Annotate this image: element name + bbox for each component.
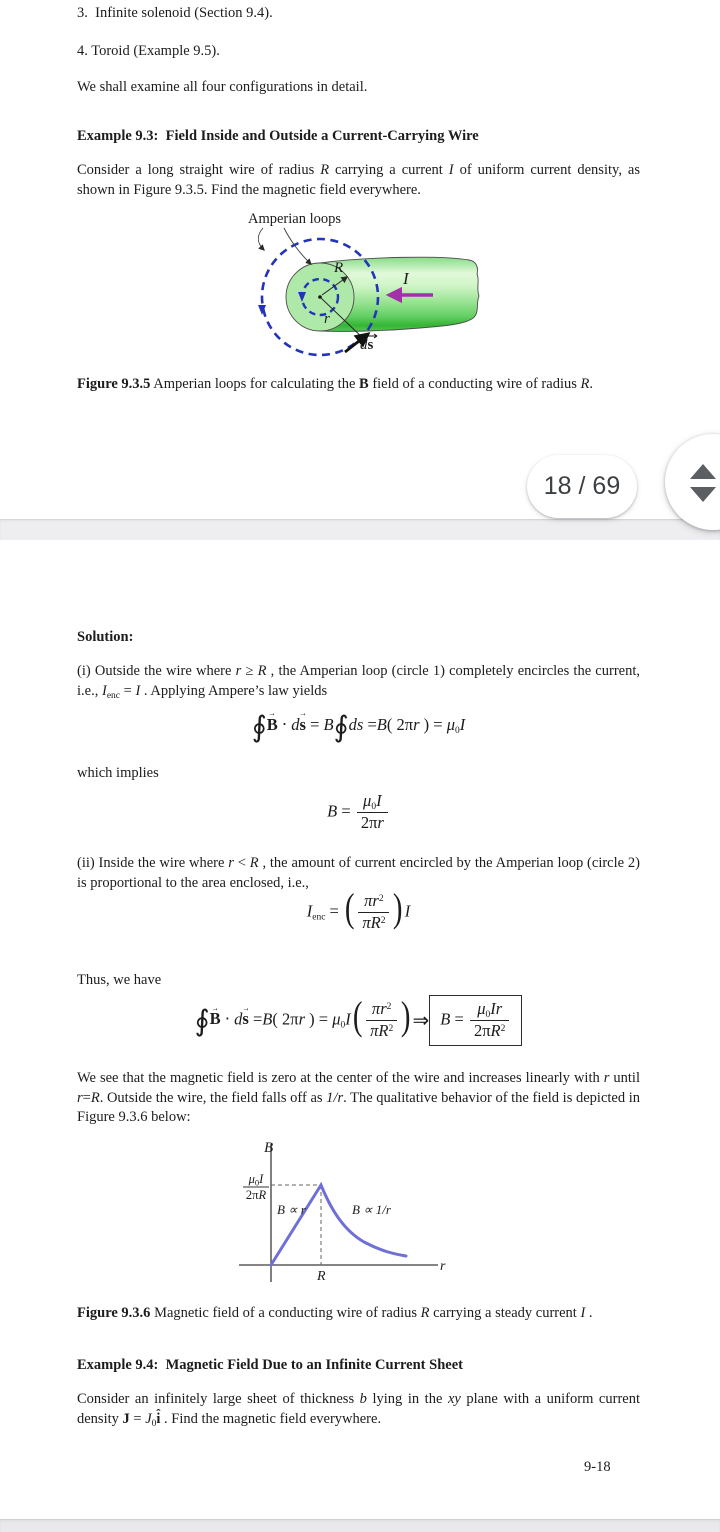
example-9-4-body: Consider an infinitely large sheet of thickness b lying in the xy plane with a uniform current density J → = $J_0i$ ˆ . Find the magnetic field everywhere. (77, 1390, 640, 1429)
x-axis-label: r (440, 1259, 446, 1274)
equation-b-outside: B = $\frac{\mu_0I}{2\pi r}$ (77, 792, 640, 833)
list-item-3: 3. Infinite solenoid (Section 9.4). (77, 5, 273, 21)
list-item-4: 4. Toroid (Example 9.5). (77, 43, 220, 59)
label-pointer-inner (284, 228, 311, 264)
solution-part-ii: (ii) Inside the wire where r < R , the amount of current encircled by the Amperian loop (circle 2) is proportional to the area enclosed, i.e., (77, 855, 640, 891)
figure-9-3-5-caption: Figure 9.3.5 Amperian loops for calculating the B → field of a conducting wire of radius R. (77, 375, 640, 395)
radius-R-label: R (334, 260, 344, 276)
intro-text: We shall examine all four configurations in detail. (77, 79, 368, 95)
example-9-3-body: Consider a long straight wire of radius R carrying a current I of uniform current density, as shown in Figure 9.3.5. Find the magnetic field everywhere. (77, 162, 640, 198)
scroll-up-icon[interactable] (690, 464, 716, 479)
b-proportional-r-label: B ∝ r (277, 1202, 306, 1217)
figure-9-3-6-graph (236, 1136, 451, 1288)
x-tick-R-label: R (317, 1269, 326, 1284)
scroll-down-icon[interactable] (690, 487, 716, 502)
y-axis-label: B (264, 1140, 274, 1156)
b-field-curve (271, 1185, 406, 1265)
b-proportional-1-over-r-label: B ∝ 1/r (352, 1202, 391, 1217)
page-number: 9-18 (584, 1459, 611, 1475)
page-separator (0, 519, 720, 541)
equation-b-inside-boxed: ∮B → ⋅ ds → =B( 2πr ) = $\mu_0I$( $\frac{\pi r^2}{\pi R^2}$ ) ⇒ B = $\frac{\mu_0Ir}{2\pi R^2}$ (77, 995, 640, 1046)
example-9-4-heading: Example 9.4: Magnetic Field Due to an Infinite Current Sheet (77, 1357, 463, 1373)
figure-9-3-6-caption: Figure 9.3.6 Magnetic field of a conducting wire of radius R carrying a steady current I . (77, 1305, 593, 1321)
peak-value-denominator: 2πR (245, 1188, 267, 1202)
figure-9-3-5-image (221, 206, 501, 366)
equation-i-enclosed: $I_{enc}$ = ( $\frac{\pi r^2}{\pi R^2}$ ) I (306, 885, 411, 932)
peak-value-numerator: $\mu_0I$ (248, 1172, 264, 1188)
page-indicator-pill[interactable] (527, 455, 637, 518)
solution-heading: Solution: (77, 629, 134, 645)
boxed-result: B = $\frac{\mu_0Ir}{2\pi R^2}$ (429, 995, 522, 1046)
thus-text: Thus, we have (77, 972, 162, 988)
solution-part-i: (i) Outside the wire where r ≥ R , the Amperian loop (circle 1) completely encircles the current, i.e., $I_{enc} = I$ . Applying Ampere’s law yields (77, 663, 640, 701)
page-separator-bottom (0, 1519, 720, 1532)
pdf-page-2 (0, 540, 720, 1519)
label-pointer-outer (258, 228, 264, 250)
pdf-page-1 (0, 0, 720, 519)
example-9-3-heading: Example 9.3: Field Inside and Outside a Current-Carrying Wire (77, 128, 479, 144)
field-behavior-text: We see that the magnetic field is zero at the center of the wire and increases linearly with r until r=R. Outside the wire, the field falls off as 1/r. The qualitative behavior of the field is depicted in Figure 9.3.6 below: (77, 1070, 641, 1125)
ds-label: ds (360, 337, 374, 353)
radius-r-label: r (324, 311, 330, 327)
page-indicator-text: 18 / 69 (543, 472, 621, 500)
implies-arrow: ⇒ (412, 1009, 430, 1032)
equation-ampere-outside: ∮B → ⋅ ds → = B∮ds =B( 2πr ) = $\mu_0I$ (77, 715, 640, 735)
which-implies-text: which implies (77, 765, 159, 781)
amperian-loops-label: Amperian loops (248, 211, 342, 227)
current-I-label: I (403, 269, 409, 288)
